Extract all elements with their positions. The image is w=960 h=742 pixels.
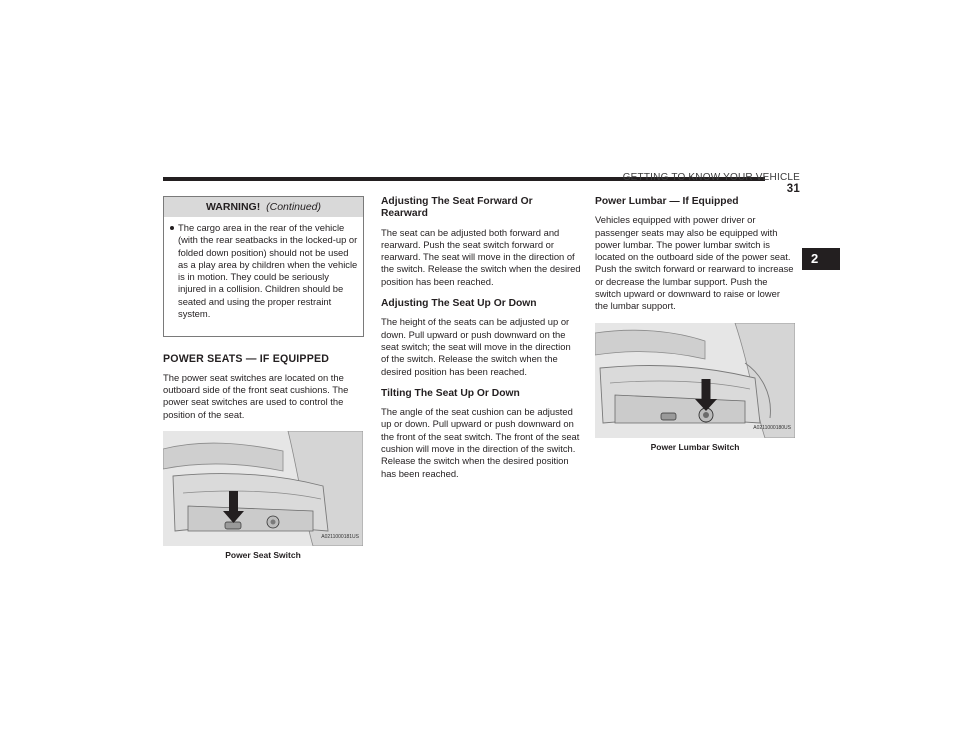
section-heading-forward-rearward: Adjusting The Seat Forward Or Rearward [381,196,533,220]
section-body-tilt: The angle of the seat cushion can be adjusted up or down. Pull upward or push downward on the front of the seat switch. The front of the seat cushion will move in the direction of the switch. Release the switch when the desired position has been reached. [381,406,580,479]
section-heading-tilt: Tilting The Seat Up Or Down [381,387,520,399]
power-seats-heading: POWER SEATS — IF EQUIPPED [163,353,330,366]
warning-bullet-text: The cargo area in the rear of the vehicle (with the rear seatbacks in the locked-up or folded down position) should not be used as a play area by children when the vehicle is in motion. They could be seriously injured in a collision. Children should be seated and using the proper restraint system. [178,222,358,320]
seat-switch-icon [661,413,676,420]
power-lumbar-switch-figure [595,323,795,438]
lumbar-illustration [595,323,795,438]
arrow-down-icon [229,491,238,511]
seat-switch-icon [225,522,241,529]
warning-box [163,196,364,337]
power-seat-switch-figure [163,431,363,546]
section-heading-up-down: Adjusting The Seat Up Or Down [381,298,537,310]
figure-code: A0211000180US [753,425,791,432]
column-1 [163,196,363,561]
running-header [600,172,800,195]
warning-header [164,197,363,217]
chapter-tab: 2 [802,248,840,270]
figure-code: A0211000181US [321,533,359,540]
page-number: 31 [786,183,800,195]
section-title: GETTING TO KNOW YOUR VEHICLE [622,172,800,183]
power-lumbar-heading: Power Lumbar — If Equipped [595,196,739,207]
arrow-down-icon [702,379,711,399]
figure-caption: Power Seat Switch [225,549,301,560]
warning-body [164,217,363,336]
column-2 [381,196,581,490]
section-body-forward-rearward: The seat can be adjusted both forward and rearward. Push the seat switch forward or rearward. The seat will move in the direction of the switch. Release the switch when the desired position has been reached. [381,226,581,287]
warning-continued: (Continued) [266,201,322,213]
bullet-icon [170,226,174,230]
column-3 [595,196,795,453]
power-lumbar-body: Vehicles equipped with power driver or passenger seats may also be equipped with power lumbar. The power lumbar switch is located on the outboard side of the power seat. Push the switch forward or rearward to increase or decrease the lumbar support. Push the switch upward or downward to raise or lower the lumbar support. [595,214,794,312]
figure-caption: Power Lumbar Switch [650,441,740,452]
section-body-up-down: The height of the seats can be adjusted up or down. Pull upward or push downward on the seat switch; the seat will move in the direction of the switch. Release the switch when the desired position has been reached. [381,316,571,377]
seat-illustration [163,431,363,546]
warning-title: WARNING! [205,201,261,213]
power-seats-paragraph: The power seat switches are located on the outboard side of the front seat cushions. The power seat switches are used to control the position of the seat. [163,371,349,420]
